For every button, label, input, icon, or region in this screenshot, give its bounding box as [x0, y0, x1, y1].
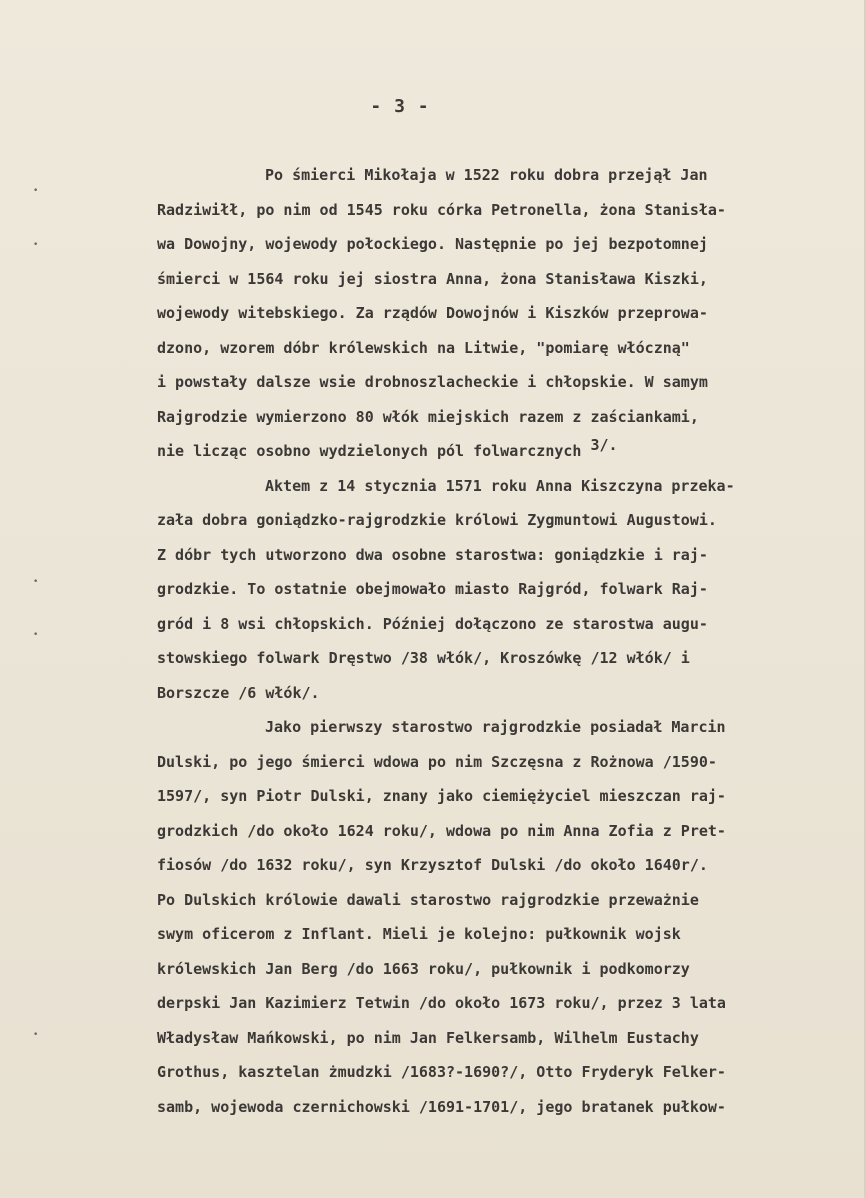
- text-line: królewskich Jan Berg /do 1663 roku/, pułkownik i podkomorzy: [157, 959, 690, 978]
- text-line: stowskiego folwark Dręstwo /38 włók/, Kroszówkę /12 włók/ i: [157, 649, 690, 667]
- text-line: i powstały dalsze wsie drobnoszlacheckie i chłopskie. W samym: [157, 373, 708, 391]
- text-line: nie licząc osobno wydzielonych pól folwarcznych 3/.: [157, 436, 618, 460]
- text-line: Jako pierwszy starostwo rajgrodzkie posiadał Marcin: [265, 718, 726, 736]
- text-line: grodzkich /do około 1624 roku/, wdowa po nim Anna Zofia z Pret-: [157, 821, 726, 840]
- text-line: Z dóbr tych utworzono dwa osobne starostwa: goniądzkie i raj-: [157, 545, 708, 564]
- margin-mark: •: [33, 1030, 39, 1040]
- text-line: śmierci w 1564 roku jej siostra Anna, żona Stanisława Kiszki,: [157, 269, 708, 288]
- text-line: samb, wojewoda czernichowski /1691-1701/, jego bratanek pułkow-: [157, 1097, 726, 1116]
- footnote-reference: 3/.: [590, 436, 618, 454]
- text-line: 1597/, syn Piotr Dulski, znany jako ciemiężyciel mieszczan raj-: [157, 787, 726, 805]
- text-line: gród i 8 wsi chłopskich. Później dołączono ze starostwa augu-: [157, 614, 708, 633]
- text-line: Grothus, kasztelan żmudzki /1683?-1690?/, Otto Fryderyk Felker-: [157, 1063, 726, 1081]
- text-line: Władysław Mańkowski, po nim Jan Felkersamb, Wilhelm Eustachy: [157, 1028, 699, 1047]
- text-line: Rajgrodzie wymierzono 80 włók miejskich razem z zaściankami,: [157, 407, 699, 426]
- margin-mark: •: [33, 240, 39, 250]
- text-line: derpski Jan Kazimierz Tetwin /do około 1673 roku/, przez 3 lata: [157, 994, 726, 1012]
- text-line: Aktem z 14 stycznia 1571 roku Anna Kiszczyna przeka-: [265, 476, 735, 495]
- text-line: zała dobra goniądzko-rajgrodzkie królowi Zygmuntowi Augustowi.: [157, 511, 717, 529]
- text-line: wa Dowojny, wojewody połockiego. Następnie po jej bezpotomnej: [157, 235, 708, 253]
- text-line: fiosów /do 1632 roku/, syn Krzysztof Dulski /do około 1640r/.: [157, 856, 708, 874]
- margin-mark: •: [33, 577, 39, 587]
- text-line: Po Dulskich królowie dawali starostwo rajgrodzkie przeważnie: [157, 890, 699, 909]
- text-line: Radziwiłł, po nim od 1545 roku córka Petronella, żona Stanisła-: [157, 200, 726, 219]
- text-line: Borszcze /6 włók/.: [157, 683, 320, 702]
- margin-mark: •: [33, 630, 39, 640]
- text-line: Po śmierci Mikołaja w 1522 roku dobra przejął Jan: [265, 166, 708, 184]
- text-line: dzono, wzorem dóbr królewskich na Litwie, "pomiarę włóczną": [157, 338, 690, 357]
- text-line: swym oficerom z Inflant. Mieli je kolejno: pułkownik wojsk: [157, 925, 681, 943]
- text-line: wojewody witebskiego. Za rządów Dowojnów i Kiszków przeprowa-: [157, 304, 708, 322]
- margin-mark: •: [33, 186, 39, 196]
- text-line: Dulski, po jego śmierci wdowa po nim Szczęsna z Rożnowa /1590-: [157, 752, 717, 771]
- page-number: - 3 -: [370, 96, 430, 117]
- body-text: [157, 158, 837, 1124]
- text-line: grodzkie. To ostatnie obejmowało miasto Rajgród, folwark Raj-: [157, 580, 708, 598]
